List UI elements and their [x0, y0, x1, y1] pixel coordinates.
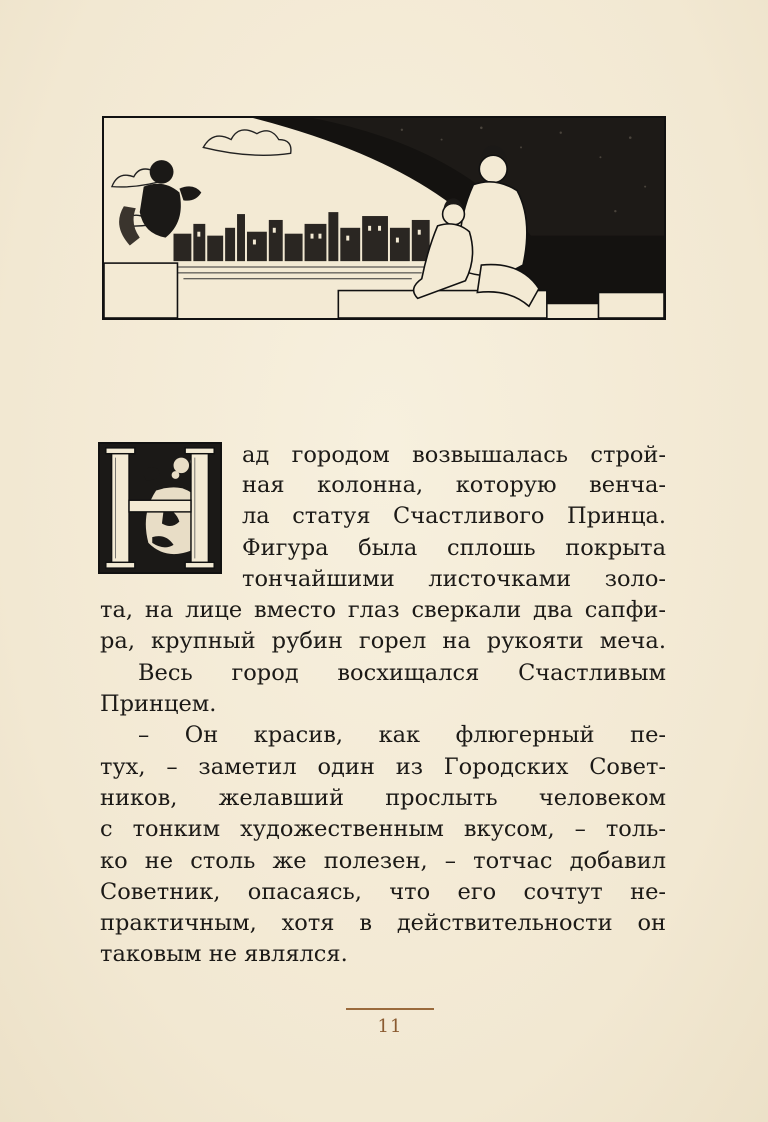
- text-line-3: ла статуя Счастливого Принца.: [242, 503, 666, 529]
- text-line-15: Советник, опасаясь, что его сочтут не-: [100, 879, 666, 905]
- text-line-2: ная колонна, которую венча-: [242, 472, 666, 498]
- text-line-6: та, на лице вместо глаз сверкали два сапфи-: [100, 597, 666, 623]
- text-line-11: тух, – заметил один из Городских Совет-: [100, 754, 666, 780]
- text-line-5: тончайшими листочками золо-: [242, 566, 666, 592]
- text-line-4: Фигура была сплошь покрыта: [242, 535, 666, 561]
- text-line-12: ников, желавший прослыть человеком: [100, 785, 666, 811]
- city-embankment-icon: [104, 118, 664, 318]
- header-illustration: [102, 116, 666, 320]
- text-line-1: ад городом возвышалась строй-: [242, 442, 666, 468]
- page-number-rule: [346, 1008, 434, 1010]
- text-line-13: с тонким художественным вкусом, – толь-: [100, 816, 666, 842]
- text-line-8: Весь город восхищался Счастливым: [138, 660, 666, 686]
- text-line-10: – Он красив, как флюгерный пе-: [138, 722, 666, 748]
- text-line-7: ра, крупный рубин горел на рукояти меча.: [100, 628, 666, 654]
- drop-cap: [98, 442, 222, 574]
- text-line-14: ко не столь же полезен, – тотчас добавил: [100, 848, 666, 874]
- text-line-16: практичным, хотя в действительности он: [100, 910, 666, 936]
- text-line-17: таковым не являлся.: [100, 941, 348, 967]
- text-line-9: Принцем.: [100, 691, 217, 717]
- ornamental-initial-icon: [100, 444, 220, 572]
- page-number: 11: [377, 1016, 403, 1037]
